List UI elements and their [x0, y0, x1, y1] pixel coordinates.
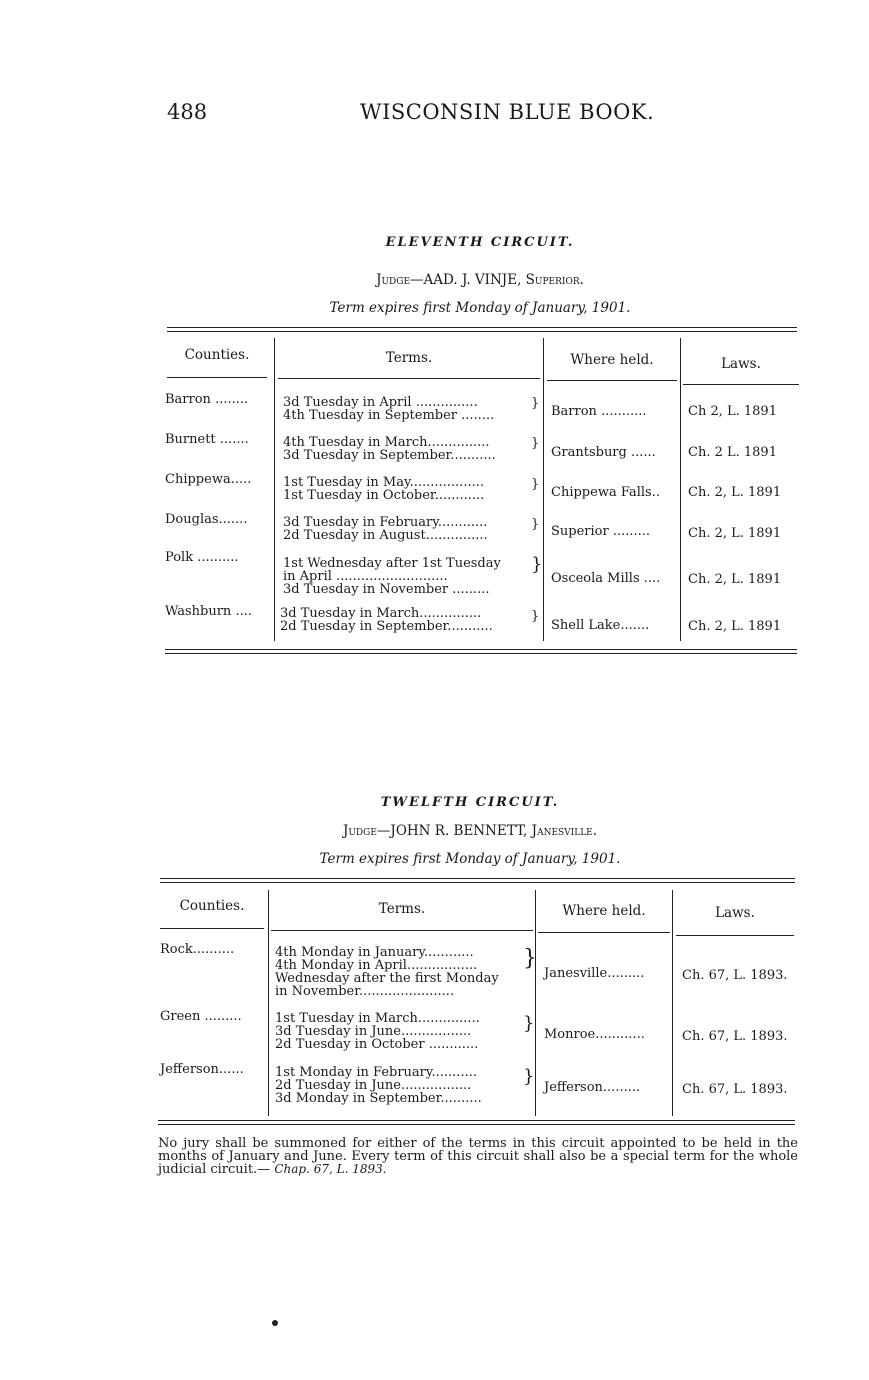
- twelfth-col-where: Where held.: [562, 903, 646, 919]
- table-row-law: Ch. 67, L. 1893.: [682, 968, 788, 983]
- eleventh-top-rule: [167, 327, 797, 332]
- table-row-term: 4th Tuesday in March...............: [283, 435, 490, 450]
- twelfth-col-divider-2: [535, 890, 536, 1116]
- table-row-term: in November.......................: [275, 984, 455, 999]
- brace-glyph: }: [531, 554, 543, 575]
- footnote: [158, 1137, 798, 1176]
- eleventh-header-rule-1: [167, 377, 267, 378]
- table-row-term: 3d Tuesday in February............: [283, 515, 488, 530]
- twelfth-circuit-title: TWELFTH CIRCUIT.: [380, 795, 560, 810]
- table-row-county: Jefferson......: [160, 1062, 244, 1077]
- table-row-term: 1st Tuesday in March...............: [275, 1011, 480, 1026]
- table-row-county: Green .........: [160, 1009, 242, 1024]
- table-row-county: Washburn ....: [165, 604, 252, 619]
- table-row-where: Osceola Mills ....: [551, 571, 661, 586]
- eleventh-judge-prefix: Judge: [376, 272, 411, 288]
- brace-glyph: }: [523, 1013, 535, 1034]
- table-row-term: 2d Tuesday in October ............: [275, 1037, 479, 1052]
- table-row-law: Ch. 2, L. 1891: [688, 526, 782, 541]
- table-row-where: Janesville.........: [544, 966, 645, 981]
- table-row-where: Superior .........: [551, 524, 651, 539]
- eleventh-judge-name: —AAD. J. VINJE,: [410, 272, 522, 288]
- brace-glyph: }: [531, 517, 540, 532]
- twelfth-header-rule-1: [160, 928, 264, 929]
- twelfth-top-rule: [160, 878, 795, 883]
- brace-glyph: }: [523, 1066, 535, 1087]
- twelfth-header-rule-4: [676, 935, 794, 936]
- running-title: WISCONSIN BLUE BOOK.: [360, 100, 655, 124]
- table-row-law: Ch. 2 L. 1891: [688, 445, 777, 460]
- table-row-law: Ch 2, L. 1891: [688, 404, 777, 419]
- eleventh-col-divider-2: [543, 338, 544, 641]
- table-row-term: 1st Tuesday in October............: [283, 488, 485, 503]
- table-row-term: 2d Tuesday in August...............: [283, 528, 488, 543]
- eleventh-col-laws: Laws.: [721, 356, 761, 372]
- eleventh-circuit-title: ELEVENTH CIRCUIT.: [385, 235, 575, 250]
- twelfth-col-divider-3: [672, 890, 673, 1116]
- table-row-where: Grantsburg ......: [551, 445, 656, 460]
- table-row-law: Ch. 67, L. 1893.: [682, 1029, 788, 1044]
- table-row-term: 2d Tuesday in June.................: [275, 1078, 472, 1093]
- table-row-term: 3d Tuesday in April ...............: [283, 395, 478, 410]
- eleventh-col-terms: Terms.: [385, 350, 433, 366]
- table-row-term: 1st Monday in February...........: [275, 1065, 477, 1080]
- eleventh-judge-city: Superior.: [525, 272, 584, 288]
- table-row-law: Ch. 2, L. 1891: [688, 485, 782, 500]
- brace-glyph: }: [531, 436, 540, 451]
- table-row-term: 3d Tuesday in June.................: [275, 1024, 472, 1039]
- twelfth-judge: [150, 823, 790, 839]
- twelfth-header-rule-3: [538, 932, 670, 933]
- eleventh-judge: [160, 272, 800, 288]
- table-row-term: 3d Tuesday in March...............: [280, 606, 482, 621]
- table-row-law: Ch. 67, L. 1893.: [682, 1082, 788, 1097]
- table-row-where: Monroe............: [544, 1027, 645, 1042]
- table-row-term: 3d Tuesday in November .........: [283, 582, 490, 597]
- eleventh-col-divider-3: [680, 338, 681, 641]
- table-row-law: Ch. 2, L. 1891: [688, 619, 782, 634]
- table-row-term: 4th Tuesday in September ........: [283, 408, 495, 423]
- table-row-term: 3d Monday in September..........: [275, 1091, 482, 1106]
- table-row-where: Jefferson.........: [544, 1080, 641, 1095]
- table-row-term: 1st Wednesday after 1st Tuesday: [283, 556, 501, 571]
- table-row-term: 1st Tuesday in May..................: [283, 475, 484, 490]
- twelfth-bottom-rule: [158, 1120, 795, 1125]
- twelfth-col-terms: Terms.: [378, 901, 426, 917]
- table-row-county: Barron ........: [165, 392, 249, 407]
- twelfth-col-laws: Laws.: [715, 905, 755, 921]
- twelfth-header-rule-2: [271, 930, 533, 931]
- eleventh-col-where: Where held.: [570, 352, 654, 368]
- page-number: 488: [167, 100, 208, 124]
- table-row-county: Rock..........: [160, 942, 235, 957]
- eleventh-header-rule-3: [547, 380, 677, 381]
- eleventh-col-counties: Counties.: [184, 347, 250, 363]
- brace-glyph: }: [523, 946, 537, 971]
- brace-glyph: }: [531, 477, 540, 492]
- eleventh-header-rule-4: [683, 384, 799, 385]
- table-row-where: Chippewa Falls..: [551, 485, 660, 500]
- table-row-where: Barron ...........: [551, 404, 647, 419]
- eleventh-bottom-rule: [165, 649, 797, 654]
- eleventh-col-divider-1: [274, 338, 275, 641]
- table-row-term: Wednesday after the first Monday: [275, 971, 499, 986]
- twelfth-term: Term expires first Monday of January, 1901.: [319, 851, 621, 867]
- brace-glyph: }: [531, 609, 540, 624]
- table-row-term: 2d Tuesday in September...........: [280, 619, 493, 634]
- table-row-term: 4th Monday in April.................: [275, 958, 478, 973]
- table-row-where: Shell Lake.......: [551, 618, 650, 633]
- twelfth-judge-name: —JOHN R. BENNETT,: [376, 823, 528, 839]
- twelfth-col-divider-1: [268, 890, 269, 1116]
- table-row-county: Douglas.......: [165, 512, 248, 527]
- twelfth-judge-city: Janesville.: [531, 823, 598, 839]
- ink-speck: [272, 1320, 278, 1326]
- twelfth-judge-prefix: Judge: [342, 823, 377, 839]
- table-row-law: Ch. 2, L. 1891: [688, 572, 782, 587]
- table-row-term: 4th Monday in January............: [275, 945, 474, 960]
- eleventh-term: Term expires first Monday of January, 1901.: [329, 300, 631, 316]
- table-row-county: Burnett .......: [165, 432, 249, 447]
- table-row-term: 3d Tuesday in September...........: [283, 448, 496, 463]
- twelfth-col-counties: Counties.: [179, 898, 245, 914]
- table-row-county: Chippewa.....: [165, 472, 252, 487]
- footnote-citation: Chap. 67, L. 1893.: [274, 1162, 387, 1176]
- eleventh-header-rule-2: [278, 378, 540, 379]
- footnote-text: No jury shall be summoned for either of the terms in this circuit appointed to be held in the months of January and June. Every term of this circuit shall also be a special term for the whole judicial circuit.—: [158, 1136, 798, 1177]
- table-row-county: Polk ..........: [165, 550, 239, 565]
- brace-glyph: }: [531, 396, 540, 411]
- table-row-term: in April ...........................: [283, 569, 448, 584]
